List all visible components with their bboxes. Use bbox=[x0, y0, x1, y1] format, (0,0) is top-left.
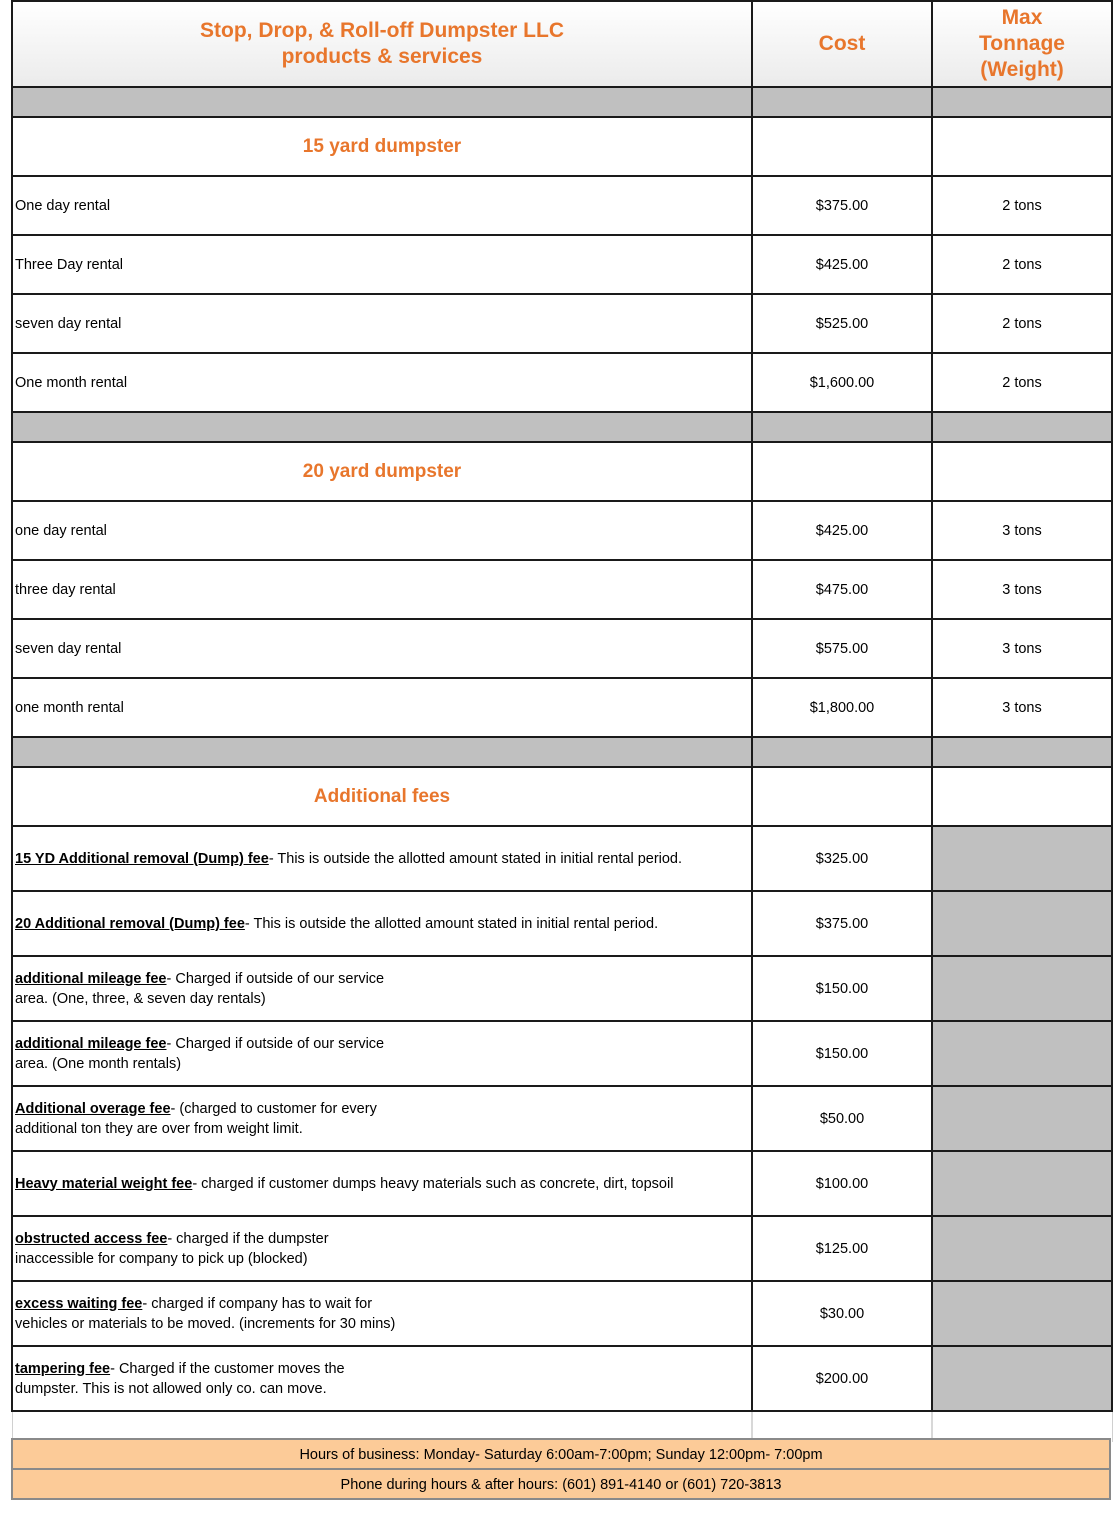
fee-cost: $50.00 bbox=[752, 1086, 932, 1151]
fee-desc-1: - (charged to customer for every bbox=[170, 1100, 377, 1117]
rental-cost: $1,600.00 bbox=[752, 353, 932, 412]
fee-description bbox=[12, 1281, 752, 1346]
fee-description bbox=[12, 1086, 752, 1151]
rental-cost: $425.00 bbox=[752, 235, 932, 294]
fee-name: tampering fee bbox=[15, 1360, 111, 1377]
fee-cost: $125.00 bbox=[752, 1216, 932, 1281]
tonnage-header-line1: Max bbox=[1001, 6, 1043, 29]
fee-tonnage-empty bbox=[932, 1086, 1112, 1151]
fee-desc-1: - Charged if outside of our service bbox=[166, 970, 385, 987]
fee-tonnage-empty bbox=[932, 1216, 1112, 1281]
section-15-yard bbox=[12, 117, 1112, 176]
table-row bbox=[12, 619, 1112, 678]
rental-cost: $575.00 bbox=[752, 619, 932, 678]
rental-tons: 2 tons bbox=[932, 353, 1112, 412]
rental-tons: 2 tons bbox=[932, 176, 1112, 235]
fee-desc-1: - charged if company has to wait for bbox=[142, 1295, 373, 1312]
rental-label: seven day rental bbox=[12, 294, 752, 353]
rental-label: One day rental bbox=[12, 176, 752, 235]
fee-tonnage-empty bbox=[932, 826, 1112, 891]
fee-tonnage-empty bbox=[932, 1021, 1112, 1086]
table-row bbox=[12, 294, 1112, 353]
fee-desc-1: - This is outside the allotted amount stated in initial rental period. bbox=[244, 915, 659, 932]
separator-row bbox=[12, 87, 1112, 117]
fee-tonnage-empty bbox=[932, 1346, 1112, 1411]
fee-description bbox=[12, 891, 752, 956]
section-additional-fees bbox=[12, 767, 1112, 826]
fee-row bbox=[12, 1346, 1112, 1411]
fee-cost: $30.00 bbox=[752, 1281, 932, 1346]
fee-name: 15 YD Additional removal (Dump) fee bbox=[15, 850, 269, 867]
phone-banner: Phone during hours & after hours: (601) 891-4140 or (601) 720-3813 bbox=[11, 1468, 1111, 1500]
rental-tons: 3 tons bbox=[932, 678, 1112, 737]
rental-label: Three Day rental bbox=[12, 235, 752, 294]
fee-row bbox=[12, 1086, 1112, 1151]
fee-cost: $200.00 bbox=[752, 1346, 932, 1411]
rental-cost: $475.00 bbox=[752, 560, 932, 619]
business-hours-banner: Hours of business: Monday- Saturday 6:00am-7:00pm; Sunday 12:00pm- 7:00pm bbox=[11, 1438, 1111, 1470]
separator-row bbox=[12, 412, 1112, 442]
rental-label: one month rental bbox=[12, 678, 752, 737]
company-title-line1: Stop, Drop, & Roll-off Dumpster LLC bbox=[200, 19, 564, 42]
fee-row bbox=[12, 891, 1112, 956]
fee-row bbox=[12, 1151, 1112, 1216]
fee-row bbox=[12, 956, 1112, 1021]
rental-tons: 2 tons bbox=[932, 294, 1112, 353]
table-row bbox=[12, 678, 1112, 737]
fee-name: Heavy material weight fee bbox=[15, 1175, 193, 1192]
fee-desc-2: inaccessible for company to pick up (blocked) bbox=[15, 1250, 308, 1267]
company-title bbox=[12, 1, 752, 87]
fee-tonnage-empty bbox=[932, 956, 1112, 1021]
fee-description bbox=[12, 1216, 752, 1281]
company-title-line2: products & services bbox=[281, 45, 483, 68]
header-row bbox=[12, 1, 1112, 87]
rental-label: One month rental bbox=[12, 353, 752, 412]
fee-name: Additional overage fee bbox=[15, 1100, 171, 1117]
table-row bbox=[12, 353, 1112, 412]
separator-row bbox=[12, 737, 1112, 767]
table-row bbox=[12, 176, 1112, 235]
fee-desc-2: vehicles or materials to be moved. (increments for 30 mins) bbox=[15, 1315, 396, 1332]
tonnage-header-line2: Tonnage bbox=[979, 32, 1065, 55]
fee-name: 20 Additional removal (Dump) fee bbox=[15, 915, 245, 932]
fee-cost: $150.00 bbox=[752, 956, 932, 1021]
section-title: Additional fees bbox=[12, 767, 752, 826]
rental-tons: 3 tons bbox=[932, 560, 1112, 619]
price-table bbox=[11, 0, 1113, 1442]
table-row bbox=[12, 235, 1112, 294]
fee-row bbox=[12, 1021, 1112, 1086]
rental-tons: 3 tons bbox=[932, 501, 1112, 560]
rental-label: one day rental bbox=[12, 501, 752, 560]
fee-desc-1: - This is outside the allotted amount stated in initial rental period. bbox=[268, 850, 683, 867]
fee-row bbox=[12, 1216, 1112, 1281]
fee-desc-2: area. (One month rentals) bbox=[15, 1055, 182, 1072]
price-sheet bbox=[11, 0, 1113, 1442]
fee-cost: $150.00 bbox=[752, 1021, 932, 1086]
section-20-yard bbox=[12, 442, 1112, 501]
fee-desc-1: - charged if the dumpster bbox=[167, 1230, 329, 1247]
fee-name: excess waiting fee bbox=[15, 1295, 143, 1312]
fee-cost: $100.00 bbox=[752, 1151, 932, 1216]
rental-cost: $375.00 bbox=[752, 176, 932, 235]
rental-cost: $525.00 bbox=[752, 294, 932, 353]
fee-tonnage-empty bbox=[932, 1151, 1112, 1216]
table-row bbox=[12, 560, 1112, 619]
fee-cost: $375.00 bbox=[752, 891, 932, 956]
cost-header: Cost bbox=[752, 1, 932, 87]
tonnage-header bbox=[932, 1, 1112, 87]
fee-description bbox=[12, 826, 752, 891]
fee-row bbox=[12, 1281, 1112, 1346]
section-title: 15 yard dumpster bbox=[12, 117, 752, 176]
fee-desc-1: - Charged if the customer moves the bbox=[110, 1360, 345, 1377]
rental-label: seven day rental bbox=[12, 619, 752, 678]
fee-description bbox=[12, 1021, 752, 1086]
rental-label: three day rental bbox=[12, 560, 752, 619]
fee-description bbox=[12, 1346, 752, 1411]
fee-desc-1: - Charged if outside of our service bbox=[166, 1035, 385, 1052]
fee-desc-2: dumpster. This is not allowed only co. can move. bbox=[15, 1380, 327, 1397]
fee-tonnage-empty bbox=[932, 1281, 1112, 1346]
fee-tonnage-empty bbox=[932, 891, 1112, 956]
fee-description bbox=[12, 956, 752, 1021]
section-title: 20 yard dumpster bbox=[12, 442, 752, 501]
tonnage-header-line3: (Weight) bbox=[980, 58, 1064, 81]
fee-name: additional mileage fee bbox=[15, 970, 167, 987]
rental-tons: 3 tons bbox=[932, 619, 1112, 678]
fee-row bbox=[12, 826, 1112, 891]
fee-description bbox=[12, 1151, 752, 1216]
fee-cost: $325.00 bbox=[752, 826, 932, 891]
fee-desc-2: additional ton they are over from weight limit. bbox=[15, 1120, 303, 1137]
fee-name: additional mileage fee bbox=[15, 1035, 167, 1052]
rental-cost: $425.00 bbox=[752, 501, 932, 560]
fee-name: obstructed access fee bbox=[15, 1230, 168, 1247]
table-row bbox=[12, 501, 1112, 560]
fee-desc-2: area. (One, three, & seven day rentals) bbox=[15, 990, 266, 1007]
rental-cost: $1,800.00 bbox=[752, 678, 932, 737]
rental-tons: 2 tons bbox=[932, 235, 1112, 294]
fee-desc-1: - charged if customer dumps heavy materials such as concrete, dirt, topsoil bbox=[192, 1175, 674, 1192]
